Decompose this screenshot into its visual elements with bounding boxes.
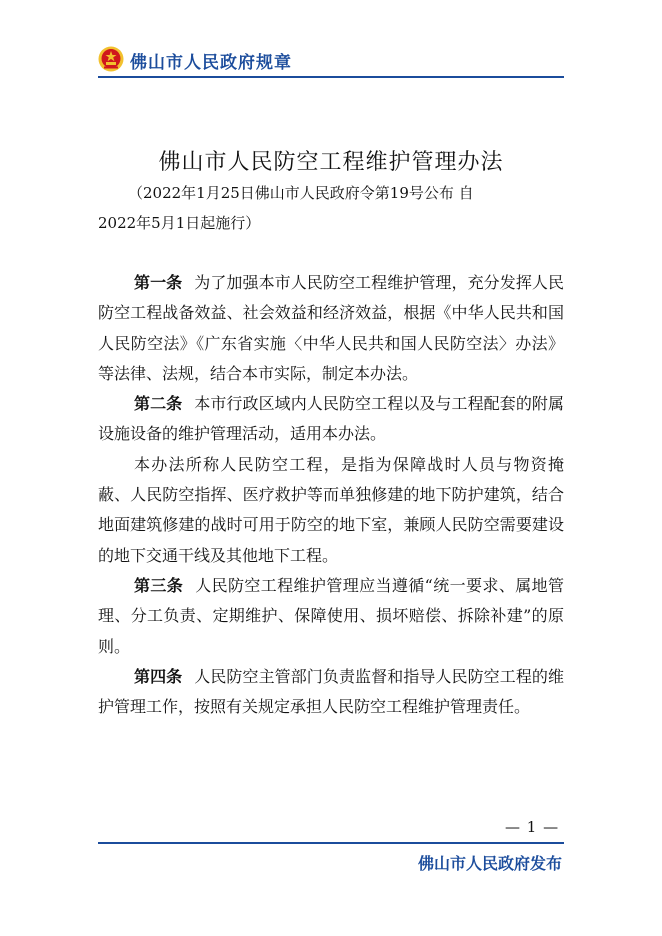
article-text: 本办法所称人民防空工程，是指为保障战时人员与物资掩蔽、人民防空指挥、医疗救护等而单独修建的地下防护建筑，结合地面建筑修建的战时可用于防空的地下室，兼顾人民防空需要建设的地下交通干线及其他地下工程。	[98, 454, 564, 565]
footer-publisher: 佛山市人民政府发布	[417, 854, 562, 873]
article-heading: 第四条	[134, 666, 183, 686]
document-title: 佛山市人民防空工程维护管理办法	[158, 150, 504, 175]
article-paragraph	[98, 662, 564, 723]
article-text: 为了加强本市人民防空工程维护管理，充分发挥人民防空工程战备效益、社会效益和经济效益，根据《中华人民共和国人民防空法》《广东省实施〈中华人民共和国人民防空法〉办法》等法律、法规，结合本市实际，制定本办法。	[98, 273, 564, 383]
article-text: 本市行政区域内人民防空工程以及与工程配套的附属设施设备的维护管理活动，适用本办法。	[98, 394, 564, 444]
article-heading: 第一条	[134, 273, 183, 292]
national-emblem-icon	[98, 46, 124, 72]
article-paragraph	[98, 389, 564, 450]
document-subtitle-line2: 2022年5月1日起施行）	[98, 214, 261, 232]
article-heading: 第二条	[134, 394, 183, 414]
document-subtitle-line1: （2022年1月25日佛山市人民政府令第19号公布 自	[128, 184, 474, 202]
page-number: — 1 —	[505, 818, 560, 836]
footer-divider	[98, 842, 564, 844]
document-body	[98, 268, 564, 722]
article-paragraph	[98, 450, 564, 571]
header-title: 佛山市人民政府规章	[130, 53, 292, 73]
article-text: 人民防空主管部门负责监督和指导人民防空工程的维护管理工作，按照有关规定承担人民防空工程维护管理责任。	[98, 666, 564, 717]
article-heading: 第三条	[134, 575, 184, 595]
header-divider	[98, 76, 564, 78]
article-text: 人民防空工程维护管理应当遵循“统一要求、属地管理、分工负责、定期维护、保障使用、损坏赔偿、拆除补建”的原则。	[98, 575, 564, 656]
article-paragraph	[98, 268, 564, 389]
document-header	[98, 40, 564, 80]
article-paragraph	[98, 571, 564, 662]
